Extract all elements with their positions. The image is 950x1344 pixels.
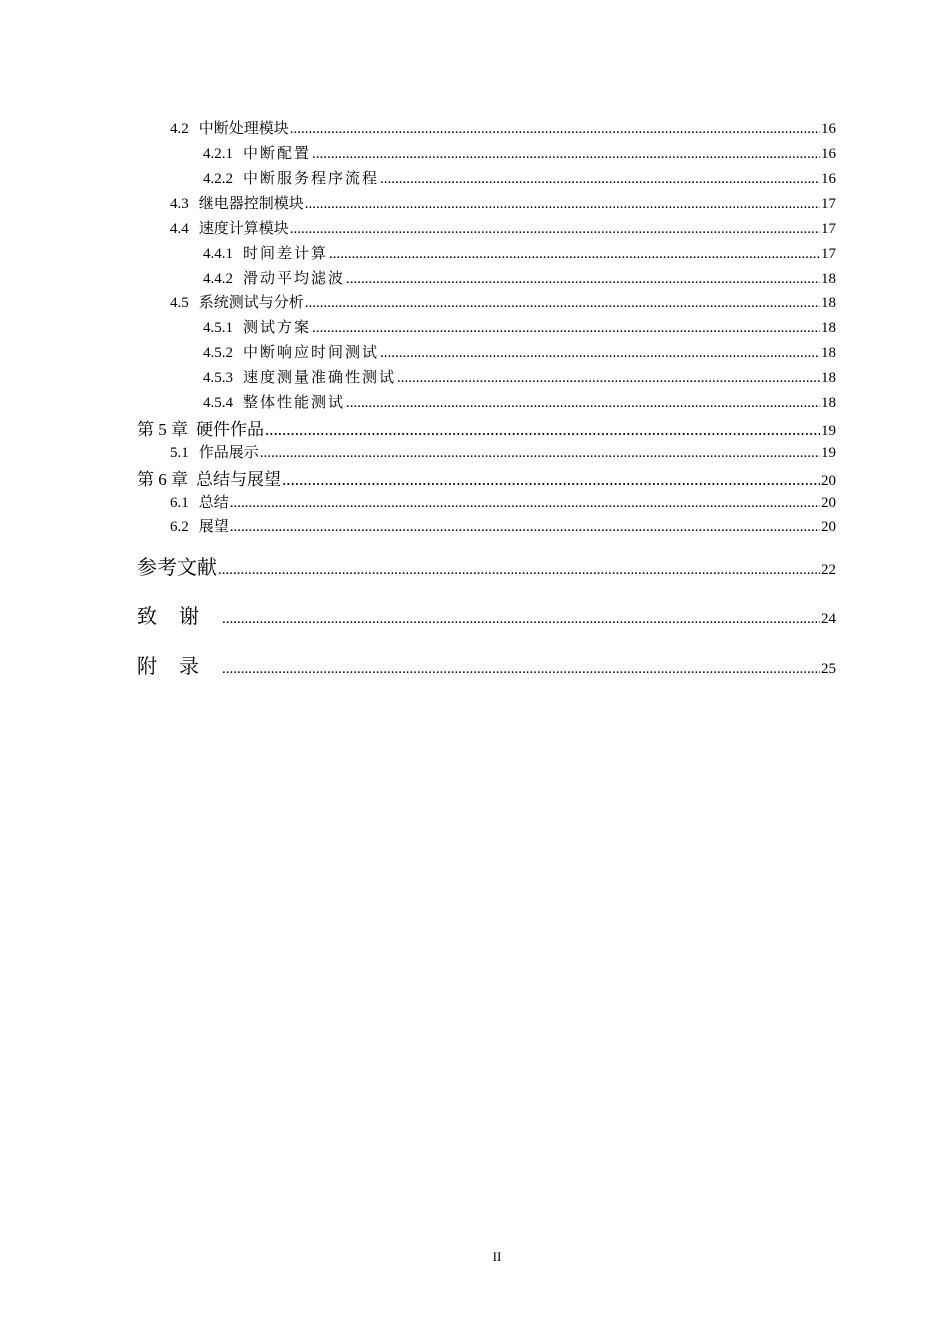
toc-entry-page: 16 xyxy=(821,171,836,187)
toc-entry-number: 4.5.4 xyxy=(203,395,233,411)
dot-leader xyxy=(218,562,820,579)
dot-leader xyxy=(290,221,820,238)
toc-entry-title: 系统测试与分析 xyxy=(198,295,304,311)
toc-entry-number: 6.1 xyxy=(170,495,189,511)
dot-leader xyxy=(265,420,820,440)
dot-leader xyxy=(312,320,820,337)
toc-entry[interactable] xyxy=(203,267,836,288)
dot-leader xyxy=(329,246,820,263)
toc-entry-title: 展望 xyxy=(198,519,229,535)
toc-entry-page: 18 xyxy=(821,295,836,311)
toc-entry[interactable] xyxy=(170,491,836,512)
toc-entry[interactable] xyxy=(203,316,836,337)
toc-entry-number: 6.2 xyxy=(170,519,189,535)
toc-entry-page: 20 xyxy=(821,473,836,489)
toc-entry-number: 4.4.1 xyxy=(203,246,233,262)
toc-entry-number: 4.2.2 xyxy=(203,171,233,187)
toc-entry-title: 滑动平均滤波 xyxy=(243,271,346,287)
toc-entry[interactable] xyxy=(170,117,836,138)
toc-entry-title: 作品展示 xyxy=(198,445,259,461)
toc-entry-page: 19 xyxy=(821,445,836,461)
toc-entry-number: 4.5.2 xyxy=(203,345,233,361)
toc-entry[interactable] xyxy=(137,600,836,629)
dot-leader xyxy=(380,171,820,188)
dot-leader xyxy=(305,196,820,213)
toc-entry-title: 附录 xyxy=(137,654,221,678)
toc-entry[interactable] xyxy=(203,242,836,263)
toc-entry-page: 17 xyxy=(821,221,836,237)
toc-entry-number: 4.2.1 xyxy=(203,146,233,162)
toc-entry-title: 测试方案 xyxy=(243,320,312,336)
toc-entry-number: 4.5.3 xyxy=(203,370,233,386)
toc-entry-title: 整体性能测试 xyxy=(243,395,346,411)
toc-entry[interactable] xyxy=(137,551,836,580)
toc-entry-page: 20 xyxy=(821,495,836,511)
toc-entry-page: 18 xyxy=(821,395,836,411)
toc-entry[interactable] xyxy=(137,650,836,679)
toc-entry-title: 总结 xyxy=(198,495,229,511)
page-number: II xyxy=(492,1249,502,1264)
dot-leader xyxy=(397,370,820,387)
dot-leader xyxy=(230,519,820,536)
toc-entry[interactable] xyxy=(170,291,836,312)
toc-entry-title: 总结与展望 xyxy=(196,470,281,490)
toc-entry-number: 4.4.2 xyxy=(203,271,233,287)
toc-entry-page: 18 xyxy=(821,320,836,336)
dot-leader xyxy=(222,611,820,628)
dot-leader xyxy=(380,345,820,362)
toc-entry-page: 16 xyxy=(821,146,836,162)
toc-entry[interactable] xyxy=(170,441,836,462)
toc-entry-number: 4.3 xyxy=(170,196,189,212)
toc-entry-page: 16 xyxy=(821,121,836,137)
toc-entry-title: 参考文献 xyxy=(137,555,217,579)
toc-entry-page: 20 xyxy=(821,519,836,535)
toc-entry-title: 中断服务程序流程 xyxy=(243,171,380,187)
toc-entry-page: 22 xyxy=(821,562,836,578)
toc-entry-number: 4.4 xyxy=(170,221,189,237)
toc-entry-title: 中断响应时间测试 xyxy=(243,345,380,361)
toc-entry-title: 继电器控制模块 xyxy=(198,196,304,212)
toc-entry-page: 25 xyxy=(821,661,836,677)
toc-entry-title: 速度测量准确性测试 xyxy=(243,370,397,386)
toc-entry-title: 时间差计算 xyxy=(243,246,329,262)
toc-entry[interactable] xyxy=(203,366,836,387)
toc-entry[interactable] xyxy=(203,341,836,362)
toc-entry[interactable] xyxy=(170,217,836,238)
dot-leader xyxy=(260,445,820,462)
toc-entry-number: 4.2 xyxy=(170,121,189,137)
toc-entry-title: 致谢 xyxy=(137,604,221,628)
toc-entry-title: 速度计算模块 xyxy=(198,221,289,237)
toc-entry-number: 4.5.1 xyxy=(203,320,233,336)
toc-entry-title: 中断处理模块 xyxy=(198,121,289,137)
dot-leader xyxy=(230,495,820,512)
toc-entry-number: 4.5 xyxy=(170,295,189,311)
dot-leader xyxy=(282,470,820,490)
toc-entry-page: 18 xyxy=(821,345,836,361)
toc-entry[interactable] xyxy=(203,142,836,163)
toc-entry-number: 第 6 章 xyxy=(137,470,188,489)
toc-entry[interactable] xyxy=(203,167,836,188)
toc-entry-page: 24 xyxy=(821,611,836,627)
dot-leader xyxy=(346,271,820,288)
dot-leader xyxy=(346,395,820,412)
dot-leader xyxy=(305,295,820,312)
dot-leader xyxy=(312,146,820,163)
toc-entry-page: 18 xyxy=(821,271,836,287)
toc-entry-title: 中断配置 xyxy=(243,146,312,162)
toc-entry-page: 17 xyxy=(821,196,836,212)
toc-entry-number: 第 5 章 xyxy=(137,420,188,439)
toc-entry[interactable] xyxy=(170,515,836,536)
toc-entry[interactable] xyxy=(203,391,836,412)
toc-entry-number: 5.1 xyxy=(170,445,189,461)
toc-entry-page: 17 xyxy=(821,246,836,262)
toc-entry[interactable] xyxy=(137,415,836,440)
toc-entry[interactable] xyxy=(170,192,836,213)
dot-leader xyxy=(290,121,820,138)
toc-entry-page: 19 xyxy=(821,423,836,439)
dot-leader xyxy=(222,661,820,678)
toc-entry-page: 18 xyxy=(821,370,836,386)
toc-entry-title: 硬件作品 xyxy=(196,420,264,440)
toc-entry[interactable] xyxy=(137,465,836,490)
